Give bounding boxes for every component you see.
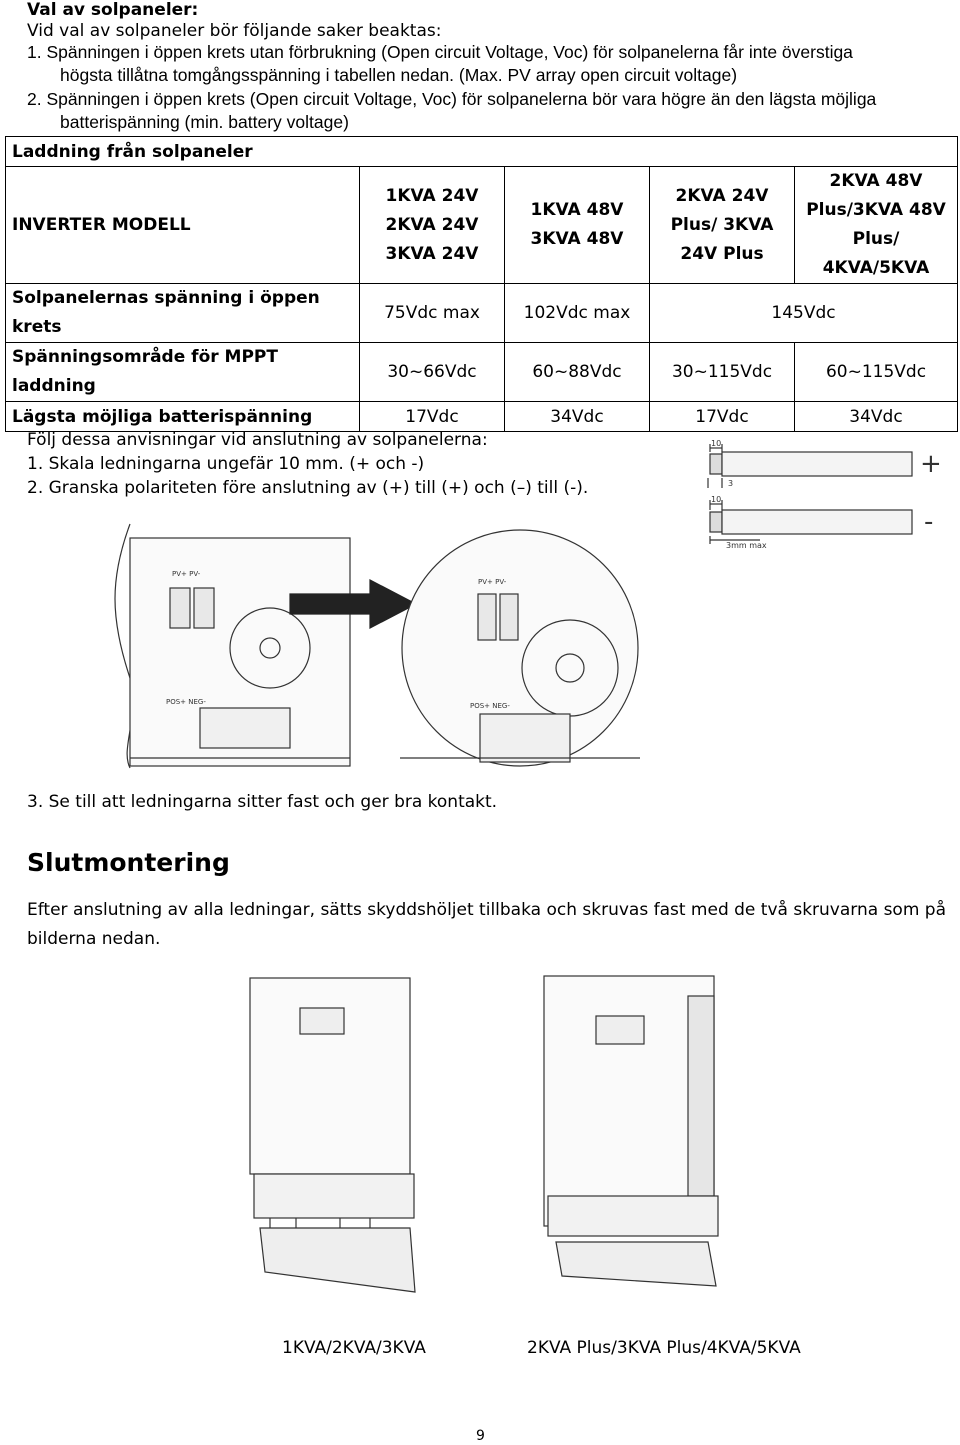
caption-left: 1KVA/2KVA/3KVA <box>282 1338 426 1358</box>
wiring-lead: Följ dessa anvisningar vid anslutning av solpanelerna: <box>27 430 488 450</box>
wiring-step-3: 3. Se till att ledningarna sitter fast och ger bra kontakt. <box>27 792 498 812</box>
intro-item-1-cont: högsta tillåtna tomgångsspänning i tabellen nedan. (Max. PV array open circuit voltage) <box>60 65 738 85</box>
model-col-2: 1KVA 48V 3KVA 48V <box>505 167 650 284</box>
dim-label: 10 <box>711 495 722 504</box>
intro-item-2-cont: batterispänning (min. battery voltage) <box>60 112 349 132</box>
pv-label: PV+ PV- <box>172 570 201 578</box>
model-col-1: 1KVA 24V 2KVA 24V 3KVA 24V <box>360 167 505 284</box>
pos-neg-label: POS+ NEG- <box>166 698 206 706</box>
wiring-step-2: 2. Granska polariteten före anslutning av (+) till (+) och (–) till (-). <box>27 478 589 498</box>
cell: 145Vdc <box>650 284 958 343</box>
cell: 102Vdc max <box>505 284 650 343</box>
model-col-4: 2KVA 48V Plus/3KVA 48V Plus/ 4KVA/5KVA <box>795 167 958 284</box>
cell: 30~66Vdc <box>360 343 505 402</box>
intro-item-1: 1. Spänningen i öppen krets utan förbrukning (Open circuit Voltage, Voc) för solpanelerna får inte överstiga <box>27 42 853 62</box>
minus-sign: - <box>924 507 934 537</box>
wiring-step-1: 1. Skala ledningarna ungefär 10 mm. (+ och -) <box>27 454 425 474</box>
cell: 60~115Vdc <box>795 343 958 402</box>
pos-neg-label: POS+ NEG- <box>470 702 510 710</box>
cell: 17Vdc <box>650 402 795 432</box>
table-title: Laddning från solpaneler <box>6 137 958 167</box>
row-label-mppt: Spänningsområde för MPPT laddning <box>6 343 360 402</box>
cell: 34Vdc <box>505 402 650 432</box>
intro-lead: Vid val av solpaneler bör följande saker beaktas: <box>27 21 442 41</box>
caption-right: 2KVA Plus/3KVA Plus/4KVA/5KVA <box>527 1338 801 1358</box>
page-number: 9 <box>476 1428 485 1444</box>
inverter-drawing-large <box>528 966 738 1306</box>
intro-item-2: 2. Spänningen i öppen krets (Open circuit Voltage, Voc) för solpanelerna bör vara högre än den lägsta möjliga <box>27 89 877 109</box>
pv-label: PV+ PV- <box>478 578 507 586</box>
pv-terminal-illustration <box>100 518 640 782</box>
final-heading: Slutmontering <box>27 848 230 877</box>
row-label-min-battery: Lägsta möjliga batterispänning <box>6 402 360 432</box>
final-text-cont: bilderna nedan. <box>27 929 161 949</box>
wire-strip-diagram <box>700 436 958 550</box>
solar-charging-table <box>5 136 958 432</box>
model-label: INVERTER MODELL <box>6 167 360 284</box>
row-label-open-voltage: Solpanelernas spänning i öppen krets <box>6 284 360 343</box>
cell: 60~88Vdc <box>505 343 650 402</box>
final-text: Efter anslutning av alla ledningar, sätts skyddshöljet tillbaka och skruvas fast med de två skruvarna som på <box>27 900 946 920</box>
cell: 75Vdc max <box>360 284 505 343</box>
dim-label: 10 <box>711 439 722 448</box>
dim-label: 3 <box>728 479 734 488</box>
section-title: Val av solpaneler: <box>27 0 199 20</box>
cell: 17Vdc <box>360 402 505 432</box>
inverter-drawing-small <box>240 972 430 1312</box>
dim-label: 3mm max <box>726 541 767 550</box>
model-col-3: 2KVA 24V Plus/ 3KVA 24V Plus <box>650 167 795 284</box>
cell: 30~115Vdc <box>650 343 795 402</box>
plus-sign: + <box>920 449 942 479</box>
cell: 34Vdc <box>795 402 958 432</box>
